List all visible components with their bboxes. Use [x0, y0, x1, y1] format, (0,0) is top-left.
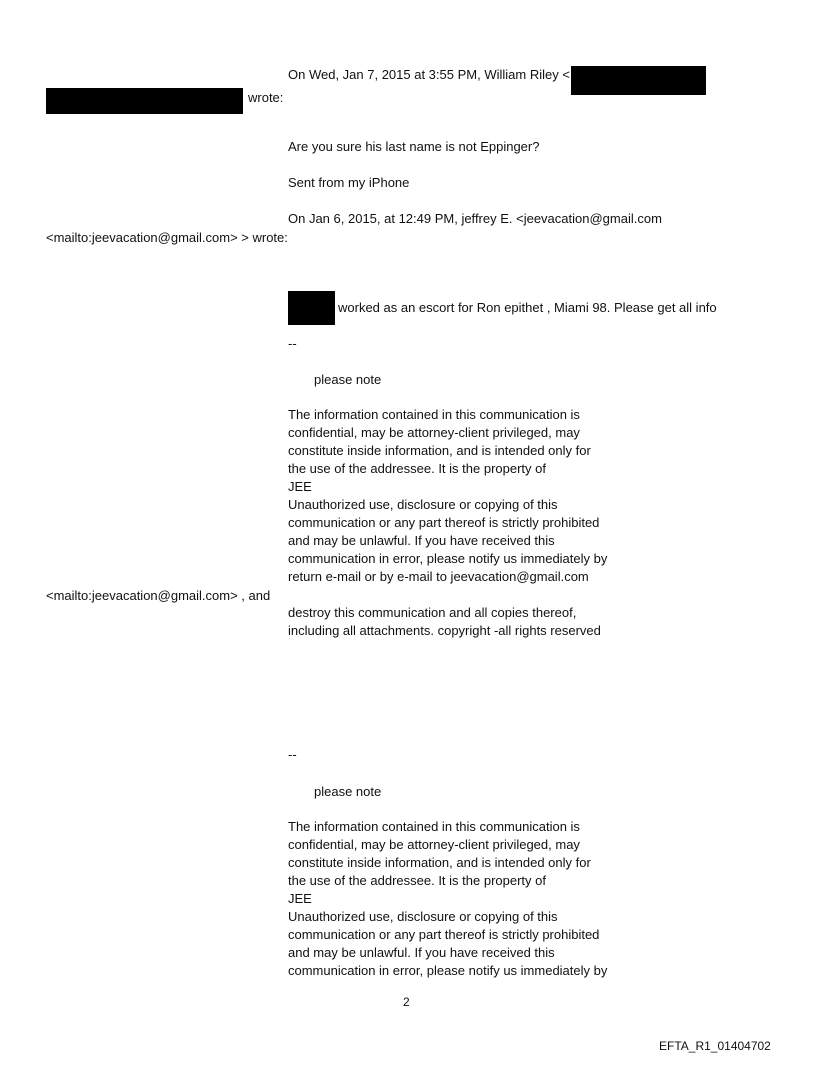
message-question: Are you sure his last name is not Eppinger?	[288, 139, 540, 154]
disclaimer-line: communication or any part thereof is strictly prohibited	[288, 515, 600, 530]
separator: --	[288, 336, 297, 351]
disclaimer-line: the use of the addressee. It is the property of	[288, 461, 546, 476]
disclaimer-body	[288, 406, 607, 586]
quote-header-line2: <mailto:jeevacation@gmail.com> > wrote:	[46, 230, 288, 245]
disclaimer-line: JEE	[288, 891, 312, 906]
disclaimer-line: communication in error, please notify us immediately by	[288, 551, 608, 566]
disclaimer-line: confidential, may be attorney-client privileged, may	[288, 425, 580, 440]
disclaimer-line: The information contained in this communication is	[288, 819, 580, 834]
disclaimer-line: and may be unlawful. If you have received this	[288, 533, 555, 548]
disclaimer-line: and may be unlawful. If you have received this	[288, 945, 555, 960]
disclaimer-line: constitute inside information, and is intended only for	[288, 443, 591, 458]
disclaimer-line: JEE	[288, 479, 312, 494]
disclaimer-line: constitute inside information, and is intended only for	[288, 855, 591, 870]
disclaimer-line: return e-mail or by e-mail to jeevacation@gmail.com	[288, 569, 589, 584]
message-signature: Sent from my iPhone	[288, 175, 410, 190]
disclaimer-line: the use of the addressee. It is the property of	[288, 873, 546, 888]
page-number: 2	[403, 995, 410, 1009]
mailto-line: <mailto:jeevacation@gmail.com> , and	[46, 588, 271, 603]
separator: --	[288, 747, 297, 762]
disclaimer-line: Unauthorized use, disclosure or copying of this	[288, 497, 558, 512]
wrote-label: wrote:	[248, 90, 284, 105]
redaction-box	[46, 88, 243, 114]
redaction-box	[571, 66, 706, 95]
message-body: worked as an escort for Ron epithet , Miami 98. Please get all info	[338, 300, 717, 315]
disclaimer-line: destroy this communication and all copies thereof,	[288, 605, 577, 620]
disclaimer-line: including all attachments. copyright -all rights reserved	[288, 623, 601, 638]
disclaimer-line: The information contained in this communication is	[288, 407, 580, 422]
disclaimer-title: please note	[314, 784, 382, 799]
disclaimer-line: communication or any part thereof is strictly prohibited	[288, 927, 600, 942]
bates-id: EFTA_R1_01404702	[659, 1039, 771, 1053]
disclaimer-title: please note	[314, 372, 382, 387]
disclaimer-line: Unauthorized use, disclosure or copying of this	[288, 909, 558, 924]
disclaimer-line: confidential, may be attorney-client privileged, may	[288, 837, 580, 852]
disclaimer-line: communication in error, please notify us immediately by	[288, 963, 608, 978]
header-line: On Wed, Jan 7, 2015 at 3:55 PM, William Riley <	[288, 67, 570, 82]
disclaimer-body	[288, 818, 607, 980]
disclaimer-tail	[288, 604, 601, 640]
redaction-box	[288, 291, 335, 325]
quote-header-line1: On Jan 6, 2015, at 12:49 PM, jeffrey E. <jeevacation@gmail.com	[288, 211, 662, 226]
